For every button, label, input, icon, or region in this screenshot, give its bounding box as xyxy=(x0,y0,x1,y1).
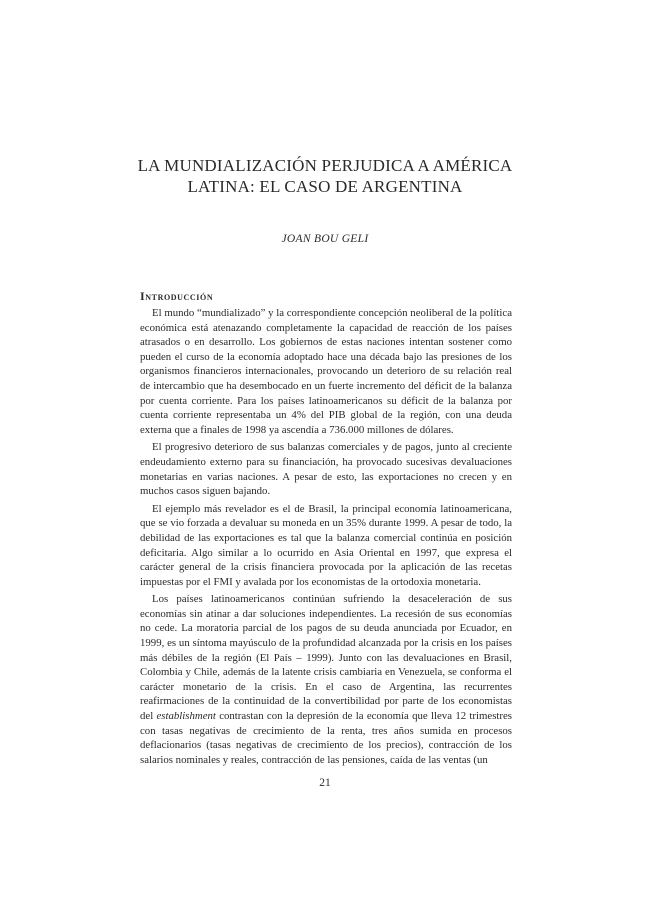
paragraph-4 xyxy=(140,592,512,767)
page-number: 21 xyxy=(319,777,331,789)
article-author: JOAN BOU GELI xyxy=(281,233,369,245)
section-heading: Introducción xyxy=(140,289,214,303)
paragraph-4-text-before: Los países latinoamericanos continúan sufriendo la desaceleración de sus economías sin atinar a dar soluciones independientes. La recesión de sus economías no cede. La moratoria parcial de los pagos de su deuda anunciada por Ecuador, en 1999, es un síntoma mayúsculo de la profundidad alcanzada por la crisis en los países más débiles de la región (El País – 1999). Junto con las devaluaciones en Brasil, Colombia y Chile, además de la latente crisis cambiaria en Venezuela, se conforma el carácter monetario de la crisis. En el caso de Argentina, las recurrentes reafirmaciones de la continuidad de la convertibilidad por parte de los economistas del xyxy=(140,593,512,723)
paragraph-1: El mundo “mundializado” y la correspondiente concepción neoliberal de la política económica está atenazando completamente la capacidad de reacción de los países atrasados o en desarrollo. Los gobiernos de estas naciones intentan sostener como pueden el curso de la economía adoptado hace una década bajo las presiones de los organismos financieros internacionales, provocando un deterioro de su relación real de intercambio que ha desembocado en un fuerte incremento del déficit de la balanza por cuenta corriente. Para los países latinoamericanos su déficit de la balanza por cuenta corriente representaba un 4% del PIB global de la región, con una deuda externa que a finales de 1998 ya ascendía a 736.000 millones de dólares. xyxy=(140,307,512,436)
paragraph-3: El ejemplo más revelador es el de Brasil, la principal economía latinoamericana, que se vio forzada a devaluar su moneda en un 35% durante 1999. A pesar de todo, la debilidad de las exportaciones es tal que la balanza comercial continúa en posición deficitaria. Algo similar a lo ocurrido en Asia Oriental en 1997, que expresa el carácter general de la crisis financiera provocada por la aplicación de las recetas impuestas por el FMI y avalada por los economistas de la ortodoxia monetaria. xyxy=(140,502,512,588)
article-body xyxy=(140,306,512,770)
article-title-line-2: LATINA: EL CASO DE ARGENTINA xyxy=(187,177,463,196)
paragraph-4-emphasis: establishment xyxy=(156,710,216,723)
article-title-line-1: LA MUNDIALIZACIÓN PERJUDICA A AMÉRICA xyxy=(137,156,513,175)
article-title xyxy=(0,155,650,197)
paragraph-2: El progresivo deterioro de sus balanzas comerciales y de pagos, junto al creciente endeudamiento externo para su financiación, ha provocado sucesivas devaluaciones monetarias en varias naciones. A pesar de esto, las exportaciones no crecen y en muchos casos siguen bajando. xyxy=(140,441,512,498)
paragraph-4-text-after: contrastan con la depresión de la economía que lleva 12 trimestres con tasas negativas de crecimiento de la renta, tres años sumida en procesos deflacionarios (tasas negativas de crecimiento de los precios), contracción de los salarios nominales y reales, contracción de las pensiones, caída de las ventas (un xyxy=(140,710,513,766)
